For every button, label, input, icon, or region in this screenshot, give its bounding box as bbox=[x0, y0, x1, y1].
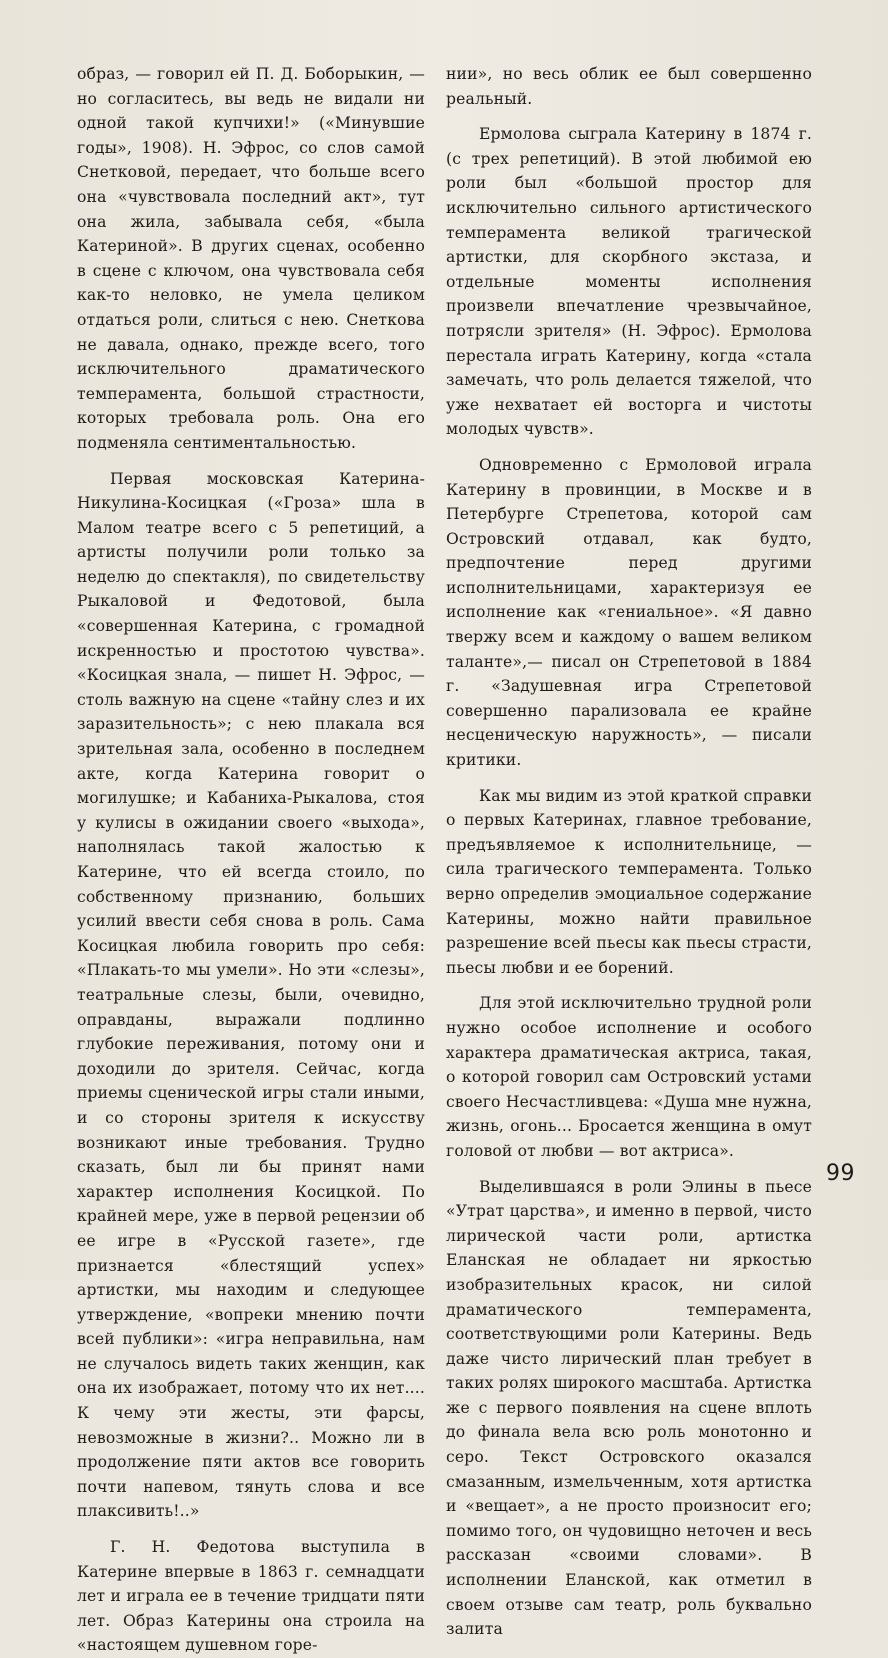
paragraph: образ, — говорил ей П. Д. Боборыкин, — но согласитесь, вы ведь не видали ни одной такой купчихи!» («Минувшие годы», 1908). Н. Эфрос, со слов самой Снетковой, передает, что больше всего она «чувствовала последний акт», тут она жила, забывала себя, «была Катериной». В других сценах, особенно в сцене с ключом, она чувствовала себя как-то неловко, не умела целиком отдаться роли, слиться с нею. Снеткова не давала, однако, прежде всего, того исключительного драматического темперамента, большой страстности, которых требовала роль. Она его подменяла сентиментальностью. bbox=[77, 65, 425, 452]
paragraph: Ермолова сыграла Катерину в 1874 г. (с трех репетиций). В этой любимой ею роли был «большой простор для исключительно сильного артистического темперамента великой трагической артистки, для скорбного экстаза, и отдельные моменты исполнения произвели впечатление чрезвычайное, потрясли зрителя» (Н. Эфрос). Ермолова перестала играть Катерину, когда «стала замечать, что роль делается тяжелой, что уже нехватает ей восторга и чистоты молодых чувств». bbox=[446, 125, 812, 439]
right-column bbox=[446, 62, 812, 1642]
page-number: 99 bbox=[826, 1161, 855, 1186]
left-column bbox=[77, 62, 425, 1658]
paragraph: Для этой исключительно трудной роли нужно особое исполнение и особого характера драматическая актриса, такая, о которой говорил сам Островский устами своего Несчастливцева: «Душа мне нужна, жизнь, огонь... Бросается женщина в омут головой от любви — вот актриса». bbox=[446, 994, 812, 1160]
paragraph: Как мы видим из этой краткой справки о первых Катеринах, главное требование, предъявляемое к исполнительнице, — сила трагического темперамента. Только верно определив эмоциальное содержание Катерины, можно найти правильное разрешение всей пьесы как пьесы страсти, пьесы любви и ее борений. bbox=[446, 786, 812, 977]
paragraph: нии», но весь облик ее был совершенно реальный. bbox=[446, 65, 812, 108]
paragraph: Выделившаяся в роли Элины в пьесе «Утрат царства», и именно в первой, чисто лирической части роли, артистка Еланская не обладает ни яркостью изобразительных красок, ни силой драматического темперамента, соответствующими роли Катерины. Ведь даже чисто лирический план требует в таких ролях широкого масштаба. Артистка же с первого появления на сцене вплоть до финала вела всю роль монотонно и серо. Текст Островского оказался смазанным, измельченным, хотя артистка и «вещает», а не просто произносит его; помимо того, он чудовищно неточен и весь рассказан «своими словами». В исполнении Еланской, как отметил в своем отзыве сам театр, роль буквально залита bbox=[446, 1177, 812, 1639]
paragraph: Г. Н. Федотова выступила в Катерине впервые в 1863 г. семнадцати лет и играла ее в течение тридцати пяти лет. Образ Катерины она строила на «настоящем душевном горе- bbox=[77, 1538, 425, 1655]
paragraph: Одновременно с Ермоловой играла Катерину в провинции, в Москве и в Петербурге Стрепетова, которой сам Островский отдавал, как будто, предпочтение перед другими исполнительницами, характеризуя ее исполнение как «гениальное». «Я давно твержу всем и каждому о вашем великом таланте»,— писал он Стрепетовой в 1884 г. «Задушевная игра Стрепетовой совершенно парализовала ее крайне несценическую наружность», — писали критики. bbox=[446, 455, 812, 770]
paragraph: Первая московская Катерина-Никулина-Косицкая («Гроза» шла в Малом театре всего с 5 репетиций, а артисты получили роли только за неделю до спектакля), по свидетельству Рыкаловой и Федотовой, была «совершенная Катерина, с громадной искренностью и простотою чувства». «Косицкая знала, — пишет Н. Эфрос, — столь важную на сцене «тайну слез и их заразительность»; с нею плакала вся зрительная зала, особенно в последнем акте, когда Катерина говорит о могилушке; и Кабаниха-Рыкалова, стоя у кулисы в ожидании своего «выхода», наполнялась такой жалостью к Катерине, что ей всегда стоило, по собственному признанию, больших усилий ввести себя снова в роль. Сама Косицкая любила говорить про себя: «Плакать-то мы умели». Но эти «слезы», театральные слезы, были, очевидно, оправданы, выражали подлинно глубокие переживания, потому они и доходили до зрителя. Сейчас, когда приемы сценической игры стали иными, и со стороны зрителя к искусству возникают иные требования. Трудно сказать, был ли бы принят нами характер исполнения Косицкой. По крайней мере, уже в первой рецензии об ее игре в «Русской газете», где признается «блестящий успех» артистки, мы находим и следующее утверждение, «вопреки мнению почти всей публики»: «игра неправильна, нам не случалось видеть таких женщин, как она их изображает, потому что их нет.... К чему эти жесты, эти фарсы, невозможные в жизни?.. Можно ли в продолжение пяти актов все говорить почти напевом, тянуть слова и все плаксивить!..» bbox=[77, 469, 425, 1521]
